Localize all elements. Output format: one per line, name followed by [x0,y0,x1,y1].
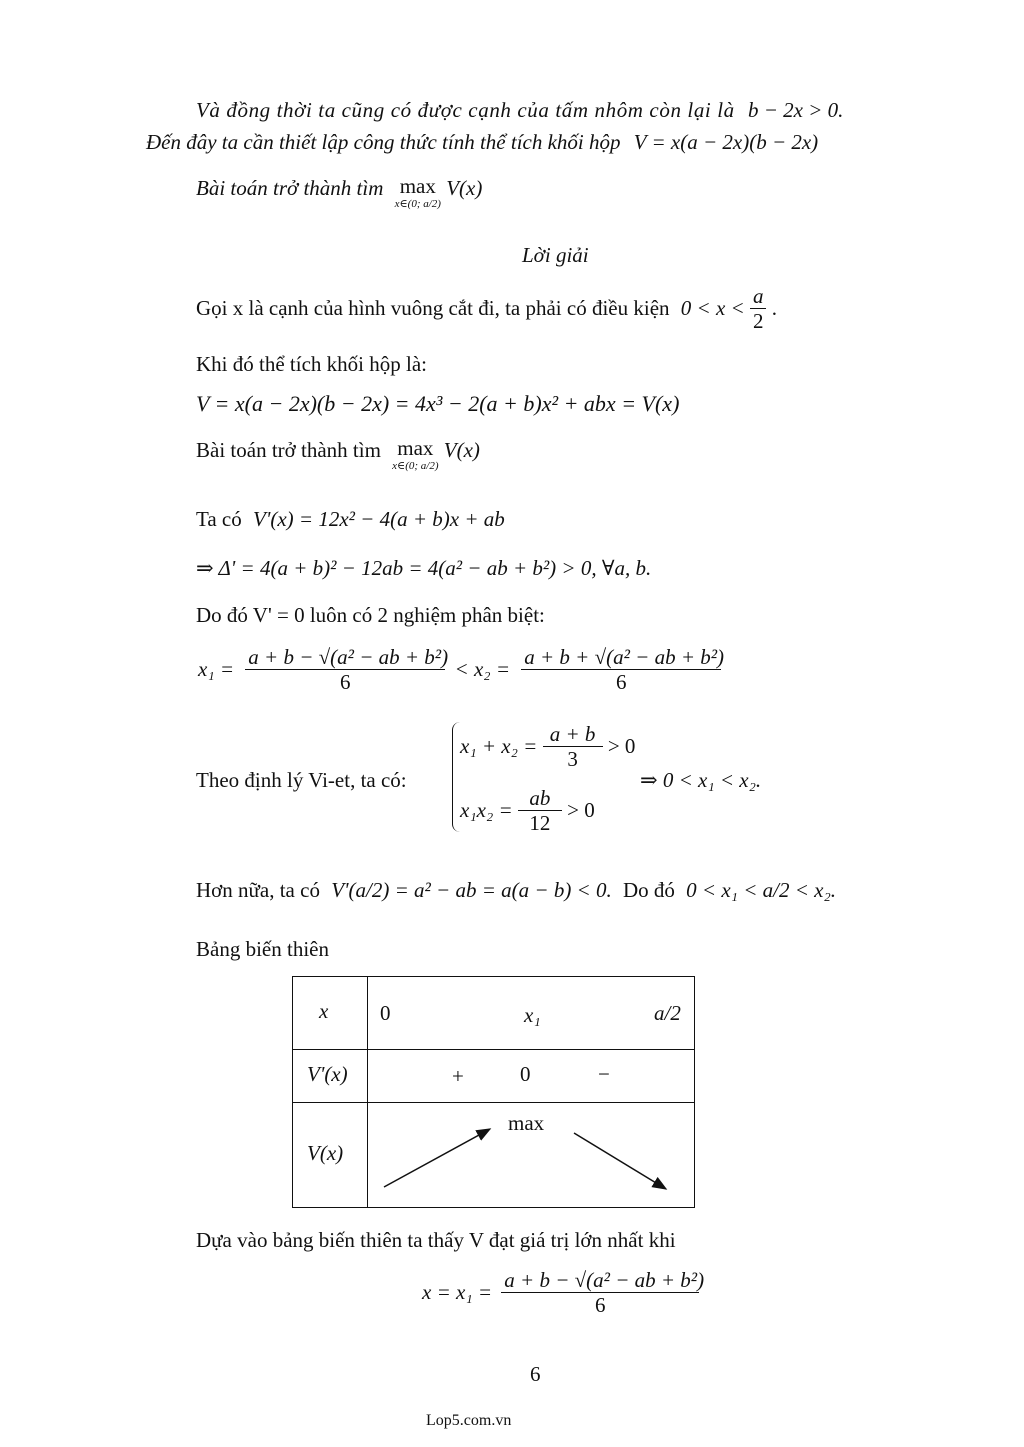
moreover-text: Hơn nữa, ta có [196,878,320,902]
table-row-v [293,1103,695,1208]
x2-numerator: a + b + √(a² − ab + b²) [521,645,721,670]
increasing-arrow [384,1129,490,1187]
row-v-graph-cell [368,1103,695,1208]
conclusion-sentence: Dựa vào bảng biến thiên ta thấy V đạt giá trị lớn nhất khi [196,1228,676,1252]
conclusion-lhs: x = x₁ = [422,1280,493,1305]
dv-sign-minus: − [598,1062,610,1086]
variation-arrows [368,1103,694,1207]
x-value-0: 0 [380,1001,391,1025]
solution-heading: Lời giải [522,243,589,267]
step-1-math: 0 < x < [680,296,745,321]
row-dv-label-cell [293,1050,368,1103]
moreover-expr: V'(a/2) = a² − ab = a(a − b) < 0. [331,878,612,902]
moreover-line [196,878,836,903]
vieta-row-1-den: 3 [567,747,578,772]
row-v-label-cell [293,1103,368,1208]
step-4-formula: V'(x) = 12x² − 4(a + b)x + ab [253,507,505,531]
intro-max-domain: x∈(0; a/2) [394,198,441,210]
row-x-values-cell [368,977,695,1050]
x1-numerator: a + b − √(a² − ab + b²) [245,645,445,670]
step-1-frac-num: a [750,284,767,309]
step-2-text: Khi đó thể tích khối hộp là: [196,352,427,376]
vieta-row-2-num: ab [518,786,562,811]
intro-line-2 [146,130,818,155]
roots-formula [198,645,725,695]
dv-sign-plus: + [452,1064,464,1088]
intro-line-3 [196,176,482,210]
step-1-text: Gọi x là cạnh của hình vuông cắt đi, ta phải có điều kiện [196,296,670,321]
vieta-row-1 [460,722,635,771]
conclusion-fraction [501,1268,705,1318]
step-3 [196,438,480,472]
footer-site: Lop5.com.vn [426,1412,512,1429]
intro-line-1 [196,98,946,123]
step-4-text: Ta có [196,507,242,531]
vieta-row-1-lhs: x₁ + x₂ = [460,734,538,759]
intro-max-word: max [399,174,436,198]
vieta-row-1-rhs: > 0 [607,734,636,759]
x2-denominator: 6 [616,670,627,695]
x-value-a-over-2: a/2 [654,1001,681,1025]
vieta-row-2-fraction [518,786,562,835]
step-3-max-function: V(x) [443,438,480,462]
row-dv-label: V'(x) [307,1062,348,1086]
row-x-label-cell [293,977,368,1050]
variation-table [292,976,695,1208]
vieta-row-2-den: 12 [529,811,551,836]
vieta-row-1-num: a + b [543,722,603,747]
step-6-text: Do đó V' = 0 luôn có 2 nghiệm phân biệt: [196,603,545,627]
vieta-row-2-rhs: > 0 [567,798,595,823]
conclusion-formula [422,1268,705,1318]
row-x-label: x [319,999,329,1023]
vieta-text: Theo định lý Vi-et, ta có: [196,768,407,792]
moreover-expr-2: 0 < x₁ < a/2 < x₂. [686,878,836,902]
vieta-row-1-fraction [543,722,603,771]
step-1-fraction [750,284,767,333]
vieta-conclusion: ⇒ 0 < x₁ < x₂. [640,768,762,792]
x1-fraction [245,645,449,695]
conclusion-text [196,1228,676,1253]
step-2-formula: V = x(a − 2x)(b − 2x) = 4x³ − 2(a + b)x² + abx = V(x) [196,391,680,416]
step-1 [196,284,777,333]
dv-sign-zero: 0 [520,1062,531,1086]
step-4 [196,507,505,532]
conclusion-numerator: a + b − √(a² − ab + b²) [501,1268,699,1293]
intro-line-2-text: Đến đây ta cần thiết lập công thức tính thể tích khối hộp [146,130,621,154]
row-v-label: V(x) [307,1141,344,1165]
x1-denominator: 6 [340,670,351,695]
x2-fraction [521,645,725,695]
step-1-end: . [771,296,777,321]
table-row-x [293,977,695,1050]
v-peak-label: max [508,1111,545,1135]
step-3-text: Bài toán trở thành tìm [196,438,381,462]
table-row-dv [293,1050,695,1103]
decreasing-arrow [574,1133,666,1189]
roots-lt: < x₂ = [454,657,511,682]
step-1-frac-den: 2 [752,309,764,334]
step-3-max-domain: x∈(0; a/2) [392,460,439,472]
step-3-max-operator [392,438,438,472]
intro-line-3-text: Bài toán trở thành tìm [196,176,384,200]
row-dv-signs-cell [368,1050,695,1103]
intro-line-1-math: b − 2x > 0. [748,98,844,122]
moreover-text-2: Do đó [622,878,675,902]
vieta-row-2-lhs: x₁x₂ = [460,798,513,823]
x1-label: x₁ = [198,657,235,682]
step-5-formula: ⇒ Δ' = 4(a + b)² − 12ab = 4(a² − ab + b²) > 0, ∀a, b. [196,556,652,580]
vieta-row-2 [460,786,595,835]
table-title: Bảng biến thiên [196,937,329,961]
conclusion-denominator: 6 [595,1293,606,1318]
x-value-x1: x₁ [524,1003,541,1027]
page-number: 6 [530,1362,541,1386]
intro-line-2-math: V = x(a − 2x)(b − 2x) [633,130,819,154]
intro-line-1-text: Và đồng thời ta cũng có được cạnh của tấm nhôm còn lại là [196,98,735,122]
intro-max-operator [395,176,441,210]
intro-max-function: V(x) [446,176,483,200]
step-3-max-word: max [397,436,434,460]
